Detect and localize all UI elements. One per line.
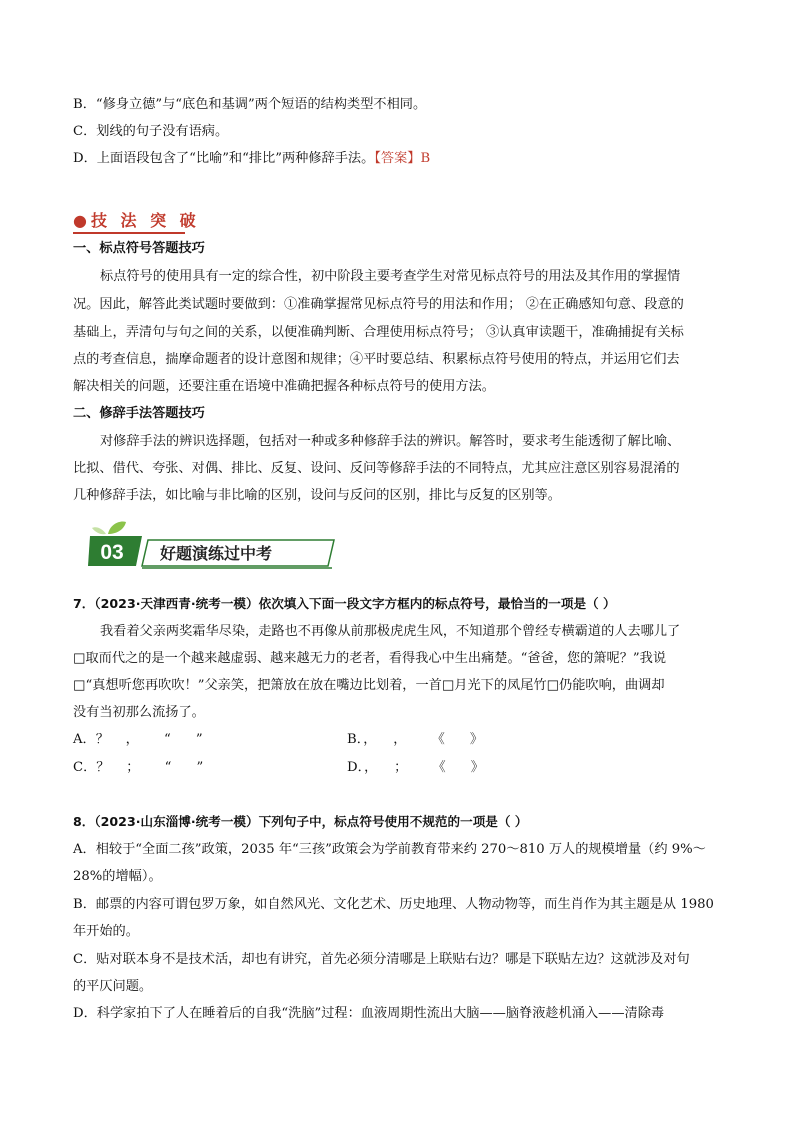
section-1-line: 点的考查信息，揣摩命题者的设计意图和规律；④平时要总结、积累标点符号使用的特点，并运用它们去 xyxy=(73,352,680,367)
q7-passage-line: □“真想听您再吹吹！”父亲笑，把箫放在放在嘴边比划着，一首□月光下的凤尾竹□仍能吹响，曲调却 xyxy=(73,678,665,693)
q8-option-d[interactable]: D．科学家拍下了人在睡着后的自我“洗脑”过程：血液周期性流出大脑——脑脊液趁机涌入——清除毒 xyxy=(73,1006,665,1021)
section-2-line: 比拟、借代、夸张、对偶、排比、反复、设问、反问等修辞手法的不同特点，尤其应注意区别容易混淆的 xyxy=(73,461,680,476)
option-d-prev xyxy=(73,150,430,168)
section-1-line: 基础上，弄清句与句之间的关系，以便准确判断、合理使用标点符号； ③认真审读题干，准确捕捉有关标 xyxy=(73,325,684,340)
option-c-prev: C．划线的句子没有语病。 xyxy=(73,124,229,139)
section-1-line: 解决相关的问题，还要注重在语境中准确把握各种标点符号的使用方法。 xyxy=(73,379,495,394)
q8-option-b-cont: 年开始的。 xyxy=(73,924,139,939)
option-d-text: D．上面语段包含了“比喻”和“排比”两种修辞手法。 xyxy=(73,151,375,166)
section-1-line: 标点符号的使用具有一定的综合性，初中阶段主要考查学生对常见标点符号的用法及其作用的掌握情 xyxy=(100,269,681,284)
section-banner xyxy=(88,520,338,570)
q7-option-a[interactable]: A．？ ， “ ” xyxy=(73,732,203,747)
q7-options xyxy=(73,731,533,781)
leaf-icon xyxy=(92,527,106,534)
q8-option-a[interactable]: A．相较于“全面二孩”政策，2035 年“三孩”政策会为学前教育带来约 270～810 万人的规模增量（约 9%～ xyxy=(73,842,706,857)
section-1-title: 一、标点符号答题技巧 xyxy=(73,241,205,256)
q7-passage-line: □取而代之的是一个越来越虚弱、越来越无力的老者，看得我心中生出痛楚。“爸爸，您的箫呢？”我说 xyxy=(73,651,667,666)
q7-passage-line: 我看着父亲两奖霜华尽染，走路也不再像从前那极虎虎生风，不知道那个曾经专横霸道的人去哪儿了 xyxy=(100,624,681,639)
q7-option-b[interactable]: B．， ， 《 》 xyxy=(347,732,484,747)
q8-stem: 8．（2023·山东淄博·统考一模）下列句子中，标点符号使用不规范的一项是（ ） xyxy=(73,814,528,829)
option-b-prev: B．“修身立德”与“底色和基调”两个短语的结构类型不相同。 xyxy=(73,97,427,112)
leaf-icon xyxy=(108,522,126,535)
q8-option-a-cont: 28%的增幅）。 xyxy=(73,869,162,884)
section-2-title: 二、修辞手法答题技巧 xyxy=(73,406,205,421)
section-number: 03 xyxy=(100,541,124,564)
q7-passage-line: 没有当初那么流扬了。 xyxy=(73,705,205,720)
q8-option-b[interactable]: B．邮票的内容可谓包罗万象，如自然风光、文化艺术、历史地理、人物动物等，而生肖作为其主题是从 1980 xyxy=(73,897,714,912)
q8-option-c[interactable]: C．贴对联本身不是技术活，却也有讲究，首先必须分清哪是上联贴右边？哪是下联贴左边？这就涉及对句 xyxy=(73,952,690,967)
section-2-line: 对修辞手法的辨识选择题，包括对一种或多种修辞手法的辨识。解答时，要求考生能透彻了解比喻、 xyxy=(100,434,681,449)
answer-label: 【答案】B xyxy=(374,151,431,166)
heading-underline xyxy=(73,232,185,234)
section-1-line: 况。因此，解答此类试题时要做到：①准确掌握常见标点符号的用法和作用； ②在正确感知句意、段意的 xyxy=(73,297,684,312)
section-title: 好题演练过中考 xyxy=(160,544,273,563)
q7-stem: 7．（2023·天津西青·统考一模）依次填入下面一段文字方框内的标点符号，最恰当的一项是（ ） xyxy=(73,596,616,611)
technique-heading: ●技 法 突 破 xyxy=(73,211,200,230)
section-2-line: 几种修辞手法，如比喻与非比喻的区别，设问与反问的区别，排比与反复的区别等。 xyxy=(73,488,561,503)
q8-option-c-cont: 的平仄问题。 xyxy=(73,979,153,994)
q7-option-d[interactable]: D．， ； 《 》 xyxy=(347,760,484,775)
q7-option-c[interactable]: C．？ ； “ ” xyxy=(73,760,204,775)
